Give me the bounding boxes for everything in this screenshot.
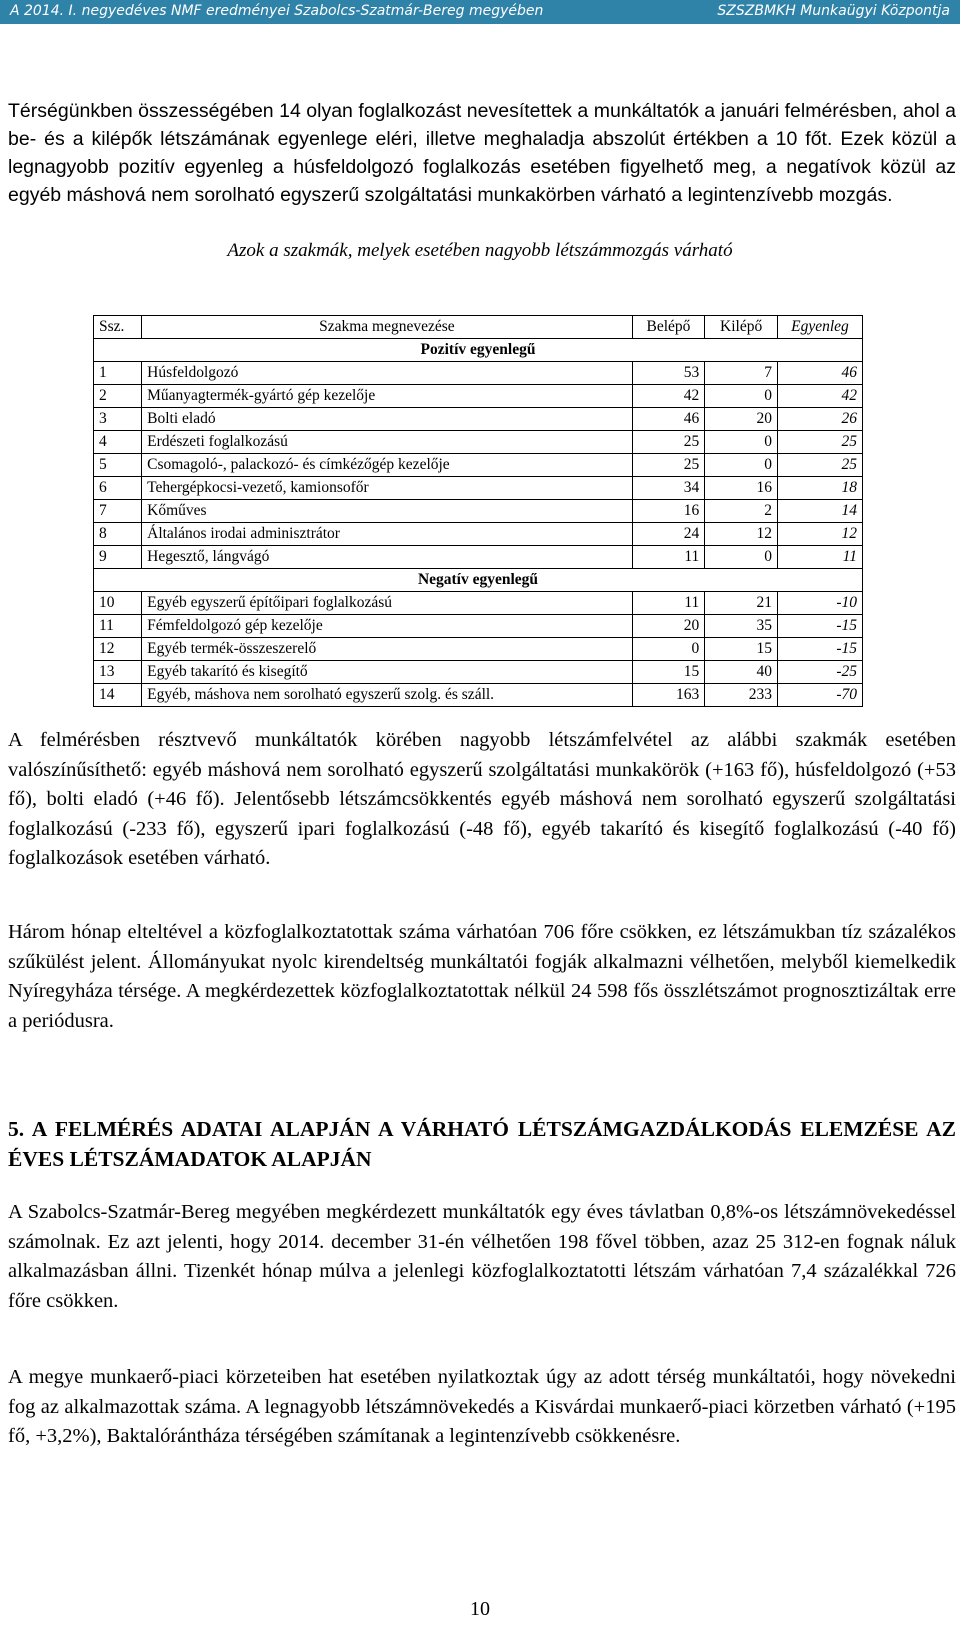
cell-out: 12 (705, 523, 778, 546)
cell-balance: 46 (777, 362, 862, 385)
cell-in: 42 (632, 385, 705, 408)
header-ssz: Ssz. (94, 316, 142, 339)
negative-subheader (94, 569, 863, 592)
cell-out: 7 (705, 362, 778, 385)
cell-ssz: 1 (94, 362, 142, 385)
cell-in: 15 (632, 661, 705, 684)
cell-ssz: 3 (94, 408, 142, 431)
table-row (94, 523, 863, 546)
cell-out: 0 (705, 385, 778, 408)
table-row (94, 500, 863, 523)
cell-name: Hegesztő, lángvágó (142, 546, 632, 569)
header-left-title: A 2014. I. negyedéves NMF eredményei Szabolcs-Szatmár-Bereg megyében (10, 3, 544, 19)
positive-subheader (94, 339, 863, 362)
table-caption: Azok a szakmák, melyek esetében nagyobb létszámmozgás várható (227, 240, 733, 261)
cell-in: 46 (632, 408, 705, 431)
cell-name: Csomagoló-, palackozó- és címkézőgép kezelője (142, 454, 632, 477)
cell-name: Műanyagtermék-gyártó gép kezelője (142, 385, 632, 408)
cell-ssz: 8 (94, 523, 142, 546)
cell-balance: 12 (777, 523, 862, 546)
page-number: 10 (470, 1598, 490, 1620)
paragraph-4: A Szabolcs-Szatmár-Bereg megyében megkérdezett munkáltatók egy éves távlatban 0,8%-os létszámnövekedéssel számolnak. Ez azt jelenti, hogy 2014. december 31-én vélhetően 198 fővel többen, azaz 25 312-en fognak náluk alkalmazásban állni. Tizenkét hónap múlva a jelenlegi közfoglalkoztatotti létszám várhatóan 7,4 százalékkal 726 főre csökken. (8, 1201, 956, 1312)
table-row (94, 385, 863, 408)
cell-in: 16 (632, 500, 705, 523)
paragraph-3: Három hónap elteltével a közfoglalkoztatottak száma várhatóan 706 főre csökken, ez létszámukban tíz százalékos szűkülést jelent. Állományukat nyolc kirendeltség munkáltatói fogják alkalmazni vélhetően, melyből kiemelkedik Nyíregyháza térsége. A megkérdezettek közfoglalkoztatottak nélkül 24 598 fős összlétszámot prognosztizáltak erre a periódusra. (8, 921, 956, 1032)
cell-in: 11 (632, 592, 705, 615)
positive-label: Pozitív egyenlegű (94, 339, 863, 362)
header-name: Szakma megnevezése (142, 316, 632, 339)
table-row (94, 431, 863, 454)
header-out: Kilépő (705, 316, 778, 339)
cell-ssz: 6 (94, 477, 142, 500)
cell-name: Általános irodai adminisztrátor (142, 523, 632, 546)
cell-out: 0 (705, 431, 778, 454)
header-in: Belépő (632, 316, 705, 339)
cell-in: 53 (632, 362, 705, 385)
cell-balance: -15 (777, 638, 862, 661)
cell-in: 20 (632, 615, 705, 638)
cell-out: 233 (705, 684, 778, 707)
cell-out: 16 (705, 477, 778, 500)
cell-in: 24 (632, 523, 705, 546)
table-header-row (94, 316, 863, 339)
cell-balance: 11 (777, 546, 862, 569)
negative-label: Negatív egyenlegű (94, 569, 863, 592)
cell-balance: -70 (777, 684, 862, 707)
table-row (94, 477, 863, 500)
cell-in: 163 (632, 684, 705, 707)
cell-in: 34 (632, 477, 705, 500)
cell-in: 25 (632, 431, 705, 454)
paragraph-2: A felmérésben résztvevő munkáltatók körében nagyobb létszámfelvétel az alábbi szakmák esetében valószínűsíthető: egyéb máshová nem sorolható egyszerű szolgáltatási munkakörök (+163 fő), húsfeldolgozó (+53 fő), bolti eladó (+46 fő). Jelentősebb létszámcsökkentés egyéb máshová nem sorolható egyszerű szolgáltatási foglalkozású (-233 fő), egyszerű ipari foglalkozású (-48 fő), egyéb takarító és kisegítő foglalkozású (-40 fő) foglalkozások esetében várható. (8, 729, 956, 869)
page-header (0, 0, 960, 24)
header-balance: Egyenleg (777, 316, 862, 339)
table-row (94, 408, 863, 431)
cell-balance: -10 (777, 592, 862, 615)
cell-name: Bolti eladó (142, 408, 632, 431)
cell-ssz: 9 (94, 546, 142, 569)
cell-balance: 25 (777, 454, 862, 477)
paragraph-5: A megye munkaerő-piaci körzeteiben hat esetében nyilatkoztak úgy az adott térség munkáltatói, hogy növekedni fog az alkalmazottak száma. A legnagyobb létszámnövekedés a Kisvárdai munkaerő-piaci körzetben várható (+195 fő, +3,2%), Baktalórántháza térségében számítanak a legintenzívebb csökkenésre. (8, 1366, 956, 1447)
cell-ssz: 7 (94, 500, 142, 523)
cell-name: Tehergépkocsi-vezető, kamionsofőr (142, 477, 632, 500)
cell-in: 25 (632, 454, 705, 477)
table-row (94, 638, 863, 661)
cell-ssz: 12 (94, 638, 142, 661)
section-heading: 5. A FELMÉRÉS ADATAI ALAPJÁN A VÁRHATÓ LÉTSZÁMGAZDÁLKODÁS ELEMZÉSE AZ ÉVES LÉTSZÁMADATOK ALAPJÁN (8, 1117, 956, 1171)
cell-in: 0 (632, 638, 705, 661)
cell-out: 0 (705, 546, 778, 569)
table-row (94, 661, 863, 684)
cell-balance: 18 (777, 477, 862, 500)
cell-out: 15 (705, 638, 778, 661)
cell-ssz: 13 (94, 661, 142, 684)
header-right-org: SZSZBMKH Munkaügyi Központja (717, 3, 950, 19)
cell-ssz: 11 (94, 615, 142, 638)
cell-balance: -15 (777, 615, 862, 638)
cell-balance: -25 (777, 661, 862, 684)
cell-out: 21 (705, 592, 778, 615)
intro-paragraph: Térségünkben összességében 14 olyan foglalkozást nevesítettek a munkáltatók a januári felmérésben, ahol a be- és a kilépők létszámának egyenlege eléri, illetve meghaladja abszolút értékben a 10 főt. Ezek közül a legnagyobb pozitív egyenleg a húsfeldolgozó foglalkozás esetében figyelhető meg, a negatívok közül az egyéb máshová nem sorolható egyszerű szolgáltatási munkakörben várható a legintenzívebb mozgás. (8, 100, 956, 206)
cell-in: 11 (632, 546, 705, 569)
cell-name: Húsfeldolgozó (142, 362, 632, 385)
table-row (94, 362, 863, 385)
cell-out: 35 (705, 615, 778, 638)
cell-ssz: 14 (94, 684, 142, 707)
table-body (94, 339, 863, 707)
cell-name: Egyéb termék-összeszerelő (142, 638, 632, 661)
cell-ssz: 2 (94, 385, 142, 408)
table-row (94, 615, 863, 638)
cell-ssz: 5 (94, 454, 142, 477)
cell-balance: 14 (777, 500, 862, 523)
cell-out: 0 (705, 454, 778, 477)
cell-balance: 25 (777, 431, 862, 454)
cell-out: 2 (705, 500, 778, 523)
cell-name: Fémfeldolgozó gép kezelője (142, 615, 632, 638)
cell-balance: 26 (777, 408, 862, 431)
cell-out: 20 (705, 408, 778, 431)
cell-name: Erdészeti foglalkozású (142, 431, 632, 454)
table-row (94, 684, 863, 707)
cell-name: Egyéb takarító és kisegítő (142, 661, 632, 684)
cell-balance: 42 (777, 385, 862, 408)
cell-name: Kőműves (142, 500, 632, 523)
cell-ssz: 4 (94, 431, 142, 454)
cell-name: Egyéb egyszerű építőipari foglalkozású (142, 592, 632, 615)
cell-out: 40 (705, 661, 778, 684)
cell-name: Egyéb, máshova nem sorolható egyszerű szolg. és száll. (142, 684, 632, 707)
table-row (94, 454, 863, 477)
occupation-table (93, 315, 863, 707)
cell-ssz: 10 (94, 592, 142, 615)
table-row (94, 546, 863, 569)
table-row (94, 592, 863, 615)
